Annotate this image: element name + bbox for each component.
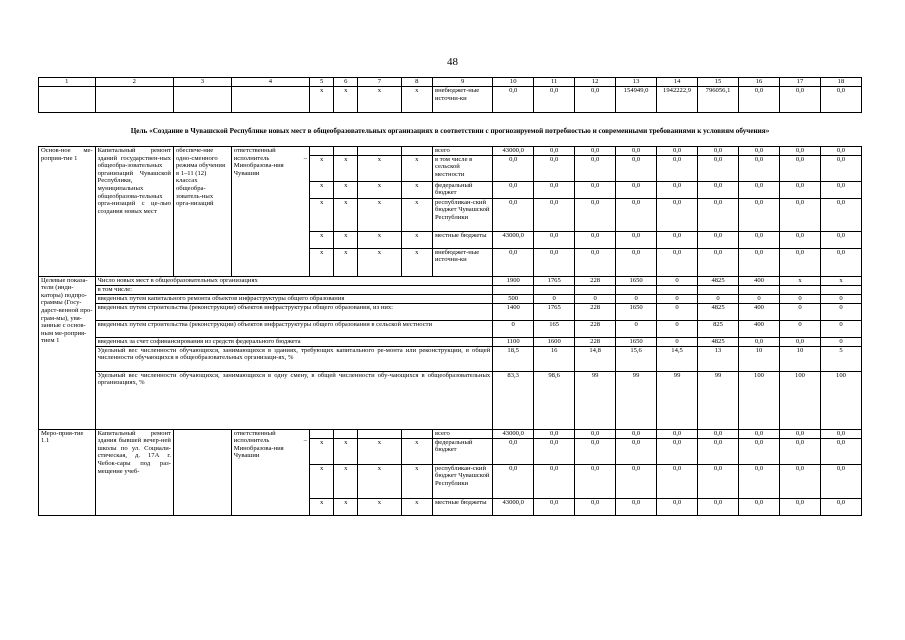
column-number-header: 9 — [432, 78, 492, 87]
value-cell: 0,0 — [575, 198, 616, 231]
value-cell: 0,0 — [739, 464, 780, 498]
funding-source: федеральный бюджет — [432, 438, 492, 464]
value-cell: 0,0 — [739, 248, 780, 276]
value-cell: 0,0 — [820, 464, 861, 498]
x-cell: x — [358, 248, 401, 276]
indicator-value: 400 — [739, 303, 780, 320]
indicator-text: в том числе: — [95, 285, 493, 294]
x-cell: x — [334, 464, 358, 498]
value-cell: 0,0 — [739, 155, 780, 181]
indicator-value — [657, 285, 698, 294]
x-cell — [401, 429, 432, 438]
indicator-value: 100 — [820, 371, 861, 429]
indicator-value: 1100 — [493, 337, 534, 346]
x-cell: x — [310, 87, 334, 113]
value-cell: 0,0 — [575, 181, 616, 198]
x-cell: x — [401, 155, 432, 181]
indicator-value — [575, 285, 616, 294]
x-cell — [358, 147, 401, 156]
value-cell: 0,0 — [493, 87, 534, 113]
column-number-header: 16 — [739, 78, 780, 87]
empty-cell — [39, 87, 96, 113]
indicator-value — [779, 285, 820, 294]
column-number-header: 10 — [493, 78, 534, 87]
indicator-value — [534, 285, 575, 294]
indicator-value: 0 — [657, 337, 698, 346]
column-number-header: 15 — [698, 78, 739, 87]
value-cell: 0,0 — [739, 231, 780, 248]
value-cell: 0,0 — [657, 147, 698, 156]
indicator-text: введенных за счет софинансирования из средств федерального бюджета — [95, 337, 493, 346]
indicator-value: 1900 — [493, 276, 534, 285]
value-cell: 0,0 — [575, 464, 616, 498]
value-cell: 0,0 — [779, 147, 820, 156]
column-number-header: 8 — [401, 78, 432, 87]
indicator-value: 500 — [493, 294, 534, 303]
event-responsible: ответственный исполнитель – Минобразова-ния Чувашии — [231, 429, 309, 515]
indicator-value: 0 — [739, 294, 780, 303]
event-goal: обеспече-ние одно-сменного режима обучения в 1–11 (12) классах общеобра-зователь-ных орга-низаций — [173, 147, 231, 277]
value-cell: 0,0 — [698, 231, 739, 248]
x-cell: x — [310, 155, 334, 181]
value-cell: 0,0 — [616, 198, 657, 231]
funding-source: всего — [432, 147, 492, 156]
value-cell: 0,0 — [820, 147, 861, 156]
x-cell: x — [401, 231, 432, 248]
indicator-value: x — [779, 276, 820, 285]
indicator-value: 1400 — [493, 303, 534, 320]
value-cell: 0,0 — [739, 198, 780, 231]
indicator-value: 1650 — [616, 303, 657, 320]
value-cell: 0,0 — [698, 438, 739, 464]
indicator-value: x — [820, 276, 861, 285]
x-cell: x — [310, 498, 334, 515]
indicator-value — [698, 285, 739, 294]
value-cell: 0,0 — [698, 248, 739, 276]
indicator-value: 10 — [779, 346, 820, 371]
x-cell: x — [310, 464, 334, 498]
value-cell: 0,0 — [698, 198, 739, 231]
x-cell — [334, 147, 358, 156]
indicator-value: 0 — [779, 320, 820, 337]
value-cell: 0,0 — [779, 231, 820, 248]
value-cell: 0,0 — [493, 464, 534, 498]
header-table — [38, 77, 862, 113]
indicator-value: 100 — [739, 371, 780, 429]
table-row — [39, 320, 862, 337]
indicator-value: 0 — [820, 294, 861, 303]
column-number-header: 6 — [334, 78, 358, 87]
value-cell: 0,0 — [616, 147, 657, 156]
value-cell: 0,0 — [820, 498, 861, 515]
value-cell: 0,0 — [698, 181, 739, 198]
x-cell: x — [310, 438, 334, 464]
indicator-value: 0,0 — [739, 337, 780, 346]
indicator-value: 0,0 — [779, 337, 820, 346]
indicator-value: 14,5 — [657, 346, 698, 371]
event-goal — [173, 429, 231, 515]
table-row — [39, 371, 862, 429]
x-cell: x — [401, 438, 432, 464]
funding-source: внебюджет-ные источни-ки — [432, 248, 492, 276]
indicator-value: 0 — [575, 294, 616, 303]
value-cell: 0,0 — [820, 231, 861, 248]
indicator-value: 1650 — [616, 276, 657, 285]
page-number: 48 — [447, 56, 458, 68]
value-cell: 1942222,9 — [657, 87, 698, 113]
value-cell: 796056,1 — [698, 87, 739, 113]
indicator-value: 400 — [739, 320, 780, 337]
value-cell: 0,0 — [779, 181, 820, 198]
value-cell: 0,0 — [575, 248, 616, 276]
value-cell: 0,0 — [616, 248, 657, 276]
column-number-header: 3 — [173, 78, 231, 87]
indicator-value: 0 — [534, 294, 575, 303]
value-cell: 0,0 — [739, 498, 780, 515]
value-cell: 0,0 — [493, 181, 534, 198]
value-cell: 0,0 — [657, 248, 698, 276]
value-cell: 0,0 — [616, 498, 657, 515]
value-cell: 0,0 — [820, 181, 861, 198]
funding-source: республикан-ский бюджет Чувашской Республики — [432, 464, 492, 498]
value-cell: 0,0 — [779, 498, 820, 515]
indicator-value: 83,3 — [493, 371, 534, 429]
funding-source: местные бюджеты — [432, 498, 492, 515]
x-cell: x — [401, 248, 432, 276]
funding-source: местные бюджеты — [432, 231, 492, 248]
x-cell: x — [358, 198, 401, 231]
value-cell: 154949,0 — [616, 87, 657, 113]
indicator-value: 99 — [657, 371, 698, 429]
value-cell: 0,0 — [616, 429, 657, 438]
value-cell: 0,0 — [493, 248, 534, 276]
table-row — [39, 276, 862, 285]
indicator-value: 10 — [739, 346, 780, 371]
indicator-value: 0 — [657, 276, 698, 285]
value-cell: 0,0 — [575, 147, 616, 156]
value-cell: 0,0 — [616, 181, 657, 198]
column-number-header: 11 — [534, 78, 575, 87]
column-number-header: 12 — [575, 78, 616, 87]
indicator-value: 5 — [820, 346, 861, 371]
value-cell: 0,0 — [779, 464, 820, 498]
funding-source: федеральный бюджет — [432, 181, 492, 198]
value-cell: 0,0 — [534, 87, 575, 113]
event-responsible: ответственный исполнитель – Минобразова-ния Чувашии — [231, 147, 309, 277]
value-cell: 0,0 — [820, 248, 861, 276]
indicator-value: 4825 — [698, 303, 739, 320]
x-cell: x — [334, 231, 358, 248]
event-name: Капитальный ремонт зданий государствен-ных общеобра-зовательных организаций Чувашской Республики, муниципальных общеобразова-тельных орга-низаций с це-лью создания новых мест — [95, 147, 173, 277]
table-row — [39, 294, 862, 303]
value-cell: 0,0 — [493, 438, 534, 464]
indicator-value: 0 — [657, 294, 698, 303]
value-cell: 0,0 — [657, 429, 698, 438]
value-cell: 0,0 — [534, 248, 575, 276]
indicator-value: 825 — [698, 320, 739, 337]
value-cell: 0,0 — [616, 438, 657, 464]
indicator-value: 99 — [698, 371, 739, 429]
indicator-value: 4825 — [698, 276, 739, 285]
x-cell: x — [358, 155, 401, 181]
value-cell: 0,0 — [493, 198, 534, 231]
x-cell: x — [358, 438, 401, 464]
indicator-value: 228 — [575, 276, 616, 285]
value-cell: 0,0 — [575, 429, 616, 438]
indicator-value: 400 — [739, 276, 780, 285]
indicator-value: 100 — [779, 371, 820, 429]
indicator-value: 98,6 — [534, 371, 575, 429]
x-cell: x — [358, 464, 401, 498]
value-cell: 0,0 — [657, 464, 698, 498]
x-cell: x — [401, 198, 432, 231]
x-cell: x — [310, 248, 334, 276]
indicator-value: 0 — [820, 320, 861, 337]
x-cell — [310, 429, 334, 438]
column-number-header: 18 — [820, 78, 861, 87]
value-cell: 43000,0 — [493, 429, 534, 438]
value-cell: 0,0 — [698, 498, 739, 515]
value-cell: 0,0 — [779, 438, 820, 464]
column-number-header: 1 — [39, 78, 96, 87]
value-cell: 0,0 — [698, 147, 739, 156]
value-cell: 0,0 — [739, 87, 780, 113]
value-cell: 0,0 — [739, 181, 780, 198]
indicator-text: введенных путем строительства (реконструкции) объектов инфраструктуры общего образования, из них: — [95, 303, 493, 320]
value-cell: 0,0 — [657, 498, 698, 515]
x-cell: x — [401, 181, 432, 198]
value-cell: 0,0 — [534, 231, 575, 248]
indicator-value: 0 — [779, 303, 820, 320]
column-number-header: 13 — [616, 78, 657, 87]
value-cell: 0,0 — [616, 231, 657, 248]
value-cell: 0,0 — [534, 198, 575, 231]
indicator-value — [493, 285, 534, 294]
event-label: Основ-ное ме-роприя-тие 1 — [39, 147, 96, 277]
value-cell: 0,0 — [739, 429, 780, 438]
value-cell: 0,0 — [534, 147, 575, 156]
funding-source: всего — [432, 429, 492, 438]
x-cell: x — [334, 87, 358, 113]
value-cell: 0,0 — [657, 198, 698, 231]
value-cell: 43000,0 — [493, 147, 534, 156]
value-cell: 0,0 — [779, 198, 820, 231]
empty-cell — [95, 87, 173, 113]
indicator-value: 0 — [820, 337, 861, 346]
x-cell — [310, 147, 334, 156]
value-cell: 0,0 — [616, 155, 657, 181]
value-cell: 0,0 — [820, 438, 861, 464]
main-table — [38, 146, 862, 516]
indicator-value: 18,5 — [493, 346, 534, 371]
value-cell: 0,0 — [739, 438, 780, 464]
indicator-value: 99 — [575, 371, 616, 429]
x-cell: x — [358, 181, 401, 198]
x-cell: x — [310, 198, 334, 231]
indicator-value: 0 — [657, 320, 698, 337]
column-number-header: 7 — [358, 78, 401, 87]
event-label: Меро-прия-тие 1.1 — [39, 429, 96, 515]
table-row — [39, 303, 862, 320]
empty-cell — [173, 87, 231, 113]
funding-source: внебюджет-ные источни-ки — [432, 87, 492, 113]
x-cell: x — [334, 498, 358, 515]
value-cell: 0,0 — [779, 87, 820, 113]
value-cell: 0,0 — [657, 181, 698, 198]
table-row — [39, 346, 862, 371]
indicator-text: Удельный вес численности обучающихся, занимающихся в одну смену, в общей численности обу-чающихся в общеобразовательных организациях, % — [95, 371, 493, 429]
value-cell: 0,0 — [575, 155, 616, 181]
column-number-header: 17 — [779, 78, 820, 87]
value-cell: 0,0 — [575, 231, 616, 248]
x-cell: x — [358, 231, 401, 248]
value-cell: 43000,0 — [493, 498, 534, 515]
x-cell: x — [334, 438, 358, 464]
x-cell: x — [401, 464, 432, 498]
value-cell: 0,0 — [534, 181, 575, 198]
indicator-value: 16 — [534, 346, 575, 371]
indicator-value: 1600 — [534, 337, 575, 346]
value-cell: 0,0 — [534, 498, 575, 515]
indicator-value: 0 — [779, 294, 820, 303]
indicator-text: Число новых мест в общеобразовательных организациях — [95, 276, 493, 285]
value-cell: 0,0 — [820, 155, 861, 181]
table-row — [39, 147, 862, 156]
x-cell — [401, 147, 432, 156]
indicator-value: 15,6 — [616, 346, 657, 371]
value-cell: 0,0 — [698, 155, 739, 181]
empty-cell — [231, 87, 309, 113]
x-cell: x — [358, 498, 401, 515]
value-cell: 0,0 — [534, 438, 575, 464]
indicator-value: 0 — [616, 294, 657, 303]
column-number-header: 2 — [95, 78, 173, 87]
value-cell: 0,0 — [657, 438, 698, 464]
value-cell: 0,0 — [575, 87, 616, 113]
table-row — [39, 337, 862, 346]
indicator-value: 0 — [493, 320, 534, 337]
indicator-value: 99 — [616, 371, 657, 429]
indicator-text: введенных путем строительства (реконструкции) объектов инфраструктуры общего образования в сельской местности — [95, 320, 493, 337]
indicator-value: 1650 — [616, 337, 657, 346]
x-cell: x — [401, 498, 432, 515]
column-number-header: 5 — [310, 78, 334, 87]
indicator-value: 13 — [698, 346, 739, 371]
indicator-value: 0 — [657, 303, 698, 320]
column-number-header: 4 — [231, 78, 309, 87]
value-cell: 0,0 — [616, 464, 657, 498]
x-cell: x — [358, 87, 401, 113]
value-cell: 0,0 — [493, 155, 534, 181]
table-row — [39, 429, 862, 438]
x-cell — [334, 429, 358, 438]
value-cell: 0,0 — [820, 87, 861, 113]
x-cell: x — [334, 155, 358, 181]
x-cell: x — [334, 198, 358, 231]
indicators-label: Целевые показа-тели (инди-каторы) подпро-граммы (Госу-дарст-венной про-грам-мы), увя-занные с основ-ным ме-роприя-тием 1 — [39, 276, 96, 429]
value-cell: 0,0 — [779, 248, 820, 276]
value-cell: 0,0 — [534, 464, 575, 498]
table-row — [39, 87, 862, 113]
value-cell: 0,0 — [575, 438, 616, 464]
value-cell: 0,0 — [739, 147, 780, 156]
goal-title: Цель «Создание в Чувашской Республике новых мест в общеобразовательных организациях в соответствии с прогнозируемой потребностью и современными требованиями к условиям обучения» — [130, 127, 770, 135]
indicator-value: 228 — [575, 337, 616, 346]
indicator-value: 1765 — [534, 276, 575, 285]
indicator-value: 1765 — [534, 303, 575, 320]
indicator-value: 228 — [575, 320, 616, 337]
funding-source: республикан-ский бюджет Чувашской Республики — [432, 198, 492, 231]
value-cell: 0,0 — [779, 155, 820, 181]
value-cell: 0,0 — [575, 498, 616, 515]
value-cell: 0,0 — [779, 429, 820, 438]
value-cell: 0,0 — [534, 155, 575, 181]
indicator-value: 0 — [616, 320, 657, 337]
indicator-value — [739, 285, 780, 294]
value-cell: 0,0 — [534, 429, 575, 438]
x-cell — [358, 429, 401, 438]
indicator-value: 228 — [575, 303, 616, 320]
indicator-value: 14,8 — [575, 346, 616, 371]
indicator-value — [616, 285, 657, 294]
indicator-value — [820, 285, 861, 294]
x-cell: x — [334, 181, 358, 198]
value-cell: 43000,0 — [493, 231, 534, 248]
x-cell: x — [334, 248, 358, 276]
x-cell: x — [401, 87, 432, 113]
value-cell: 0,0 — [820, 198, 861, 231]
value-cell: 0,0 — [657, 155, 698, 181]
table-row — [39, 285, 862, 294]
event-name: Капитальный ремонт здания бывшей вечер-ней школы по ул. Социали-стическая, д. 17А г. Чебок-сары под раз-мещение учеб- — [95, 429, 173, 515]
x-cell: x — [310, 231, 334, 248]
table-row — [39, 78, 862, 87]
indicator-value: 4825 — [698, 337, 739, 346]
value-cell: 0,0 — [698, 429, 739, 438]
indicator-text: введенных путем капитального ремонта объектов инфраструктуры общего образования — [95, 294, 493, 303]
column-number-header: 14 — [657, 78, 698, 87]
funding-source: в том числе в сельской местности — [432, 155, 492, 181]
indicator-value: 0 — [820, 303, 861, 320]
indicator-text: Удельный вес численности обучающихся, занимающихся в зданиях, требующих капитального ре-монта или реконструкции, в общей численности обучающихся в общеобразовательных организаци-ях, % — [95, 346, 493, 371]
indicator-value: 165 — [534, 320, 575, 337]
value-cell: 0,0 — [657, 231, 698, 248]
indicator-value: 0 — [698, 294, 739, 303]
x-cell: x — [310, 181, 334, 198]
value-cell: 0,0 — [698, 464, 739, 498]
value-cell: 0,0 — [820, 429, 861, 438]
